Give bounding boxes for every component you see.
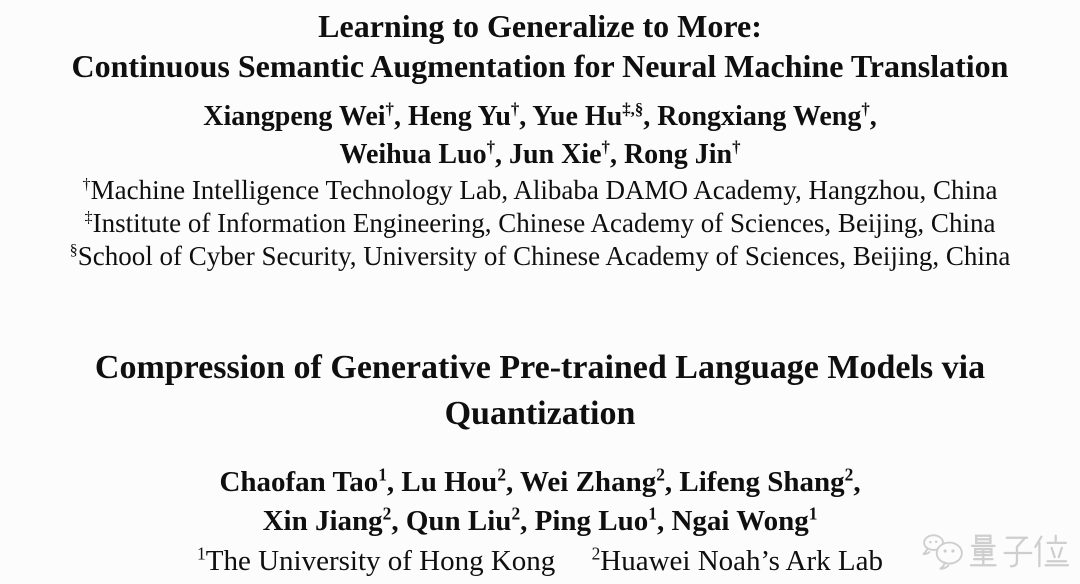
paper-2-affiliations [0, 544, 1080, 578]
watermark-text [968, 533, 1070, 569]
paper-1-authors [0, 98, 1080, 174]
qbitai-watermark [921, 532, 1070, 570]
paper-2-author-line-1: Chaofan Tao$^1$, Lu Hou$^2$, Wei Zhang$^2$, Lifeng Shang$^2$, [219, 464, 861, 498]
paper-2-title-line-1: Compression of Generative Pre-trained Language Models via [94, 349, 986, 386]
paper-1-header [0, 0, 1080, 273]
paper-2-affiliation-line-1: $^1$The University of Hong Kong $^2$Huawei Noah’s Ark Lab [197, 543, 883, 577]
paper-2-title-line-2: Quantization [444, 395, 636, 432]
paper-1-affiliation-line-3: §School of Cyber Security, University of Chinese Academy of Sciences, Beijing, China [69, 241, 1011, 271]
paper-1-author-line-1: Xiangpeng Wei†, Heng Yu†, Yue Hu‡,§, Rongxiang Weng†, [203, 99, 877, 132]
paper-1-affiliation-line-2: ‡Institute of Information Engineering, Chinese Academy of Sciences, Beijing, China [84, 208, 996, 238]
paper-1-title-line-1: Learning to Generalize to More: [318, 8, 762, 44]
paper-2-authors [0, 463, 1080, 541]
paper-2-title [0, 345, 1080, 437]
paper-1-title-line-2: Continuous Semantic Augmentation for Neural Machine Translation [71, 48, 1009, 84]
paper-1-affiliation-line-1: †Machine Intelligence Technology Lab, Alibaba DAMO Academy, Hangzhou, China [82, 175, 998, 205]
speech-bubbles-icon [921, 532, 965, 570]
paper-1-title [0, 0, 1080, 86]
paper-1-author-line-2: Weihua Luo†, Jun Xie†, Rong Jin† [339, 137, 741, 170]
paper-2-author-line-2: Xin Jiang$^2$, Qun Liu$^2$, Ping Luo$^1$, Ngai Wong$^1$ [262, 503, 818, 537]
paper-2-header [0, 345, 1080, 578]
paper-1-affiliations [0, 174, 1080, 273]
